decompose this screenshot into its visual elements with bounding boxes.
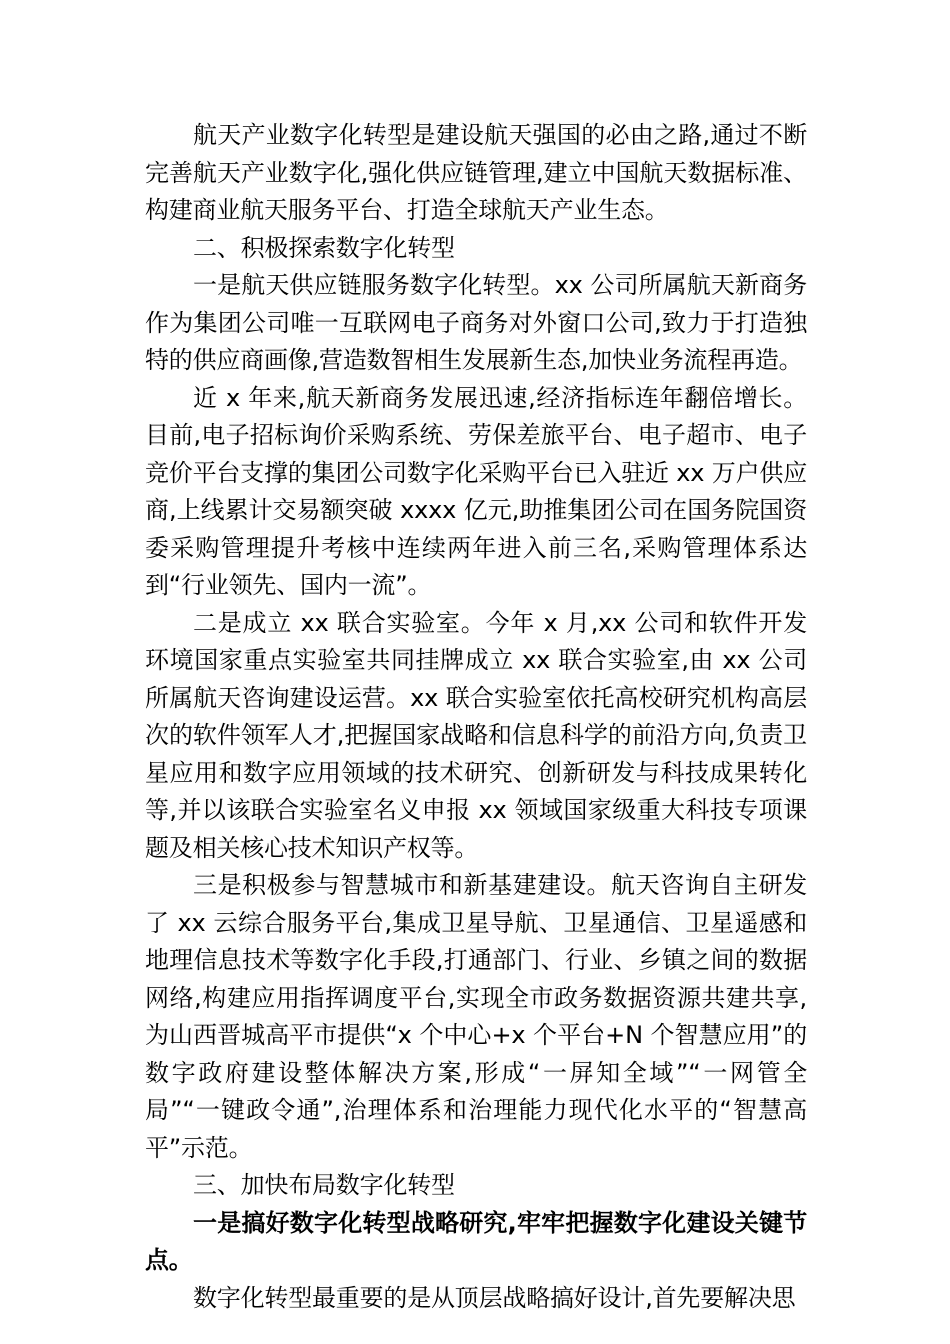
strategy-paragraph: 数字化转型最重要的是从顶层战略搞好设计,首先要解决思 [193,1283,796,1312]
document-page [145,117,807,1317]
intro-paragraph: 航天产业数字化转型是建设航天强国的必由之路,通过不断完善航天产业数字化,强化供应链管理,建立中国航天数据标准、构建商业航天服务平台、打造全球航天产业生态。 [145,121,807,224]
supply-chain-paragraph: 一是航天供应链服务数字化转型。xx 公司所属航天新商务作为集团公司唯一互联网电子商务对外窗口公司,致力于打造独特的供应商画像,营造数智相生发展新生态,加快业务流程再造。 [145,271,807,374]
section-heading-3: 三、加快布局数字化转型 [193,1171,455,1199]
strategy-subheading: 一是搞好数字化转型战略研究,牢牢把握数字化建设关键节点。 [145,1208,807,1274]
growth-paragraph: 近 x 年来,航天新商务发展迅速,经济指标连年翻倍增长。目前,电子招标询价采购系统、劳保差旅平台、电子超市、电子竞价平台支撑的集团公司数字化采购平台已入驻近 xx 万户供应商,上线累计交易额突破 xxxx 亿元,助推集团公司在国务院国资委采购管理提升考核中连续两年进入前三名,采购管理体系达到“行业领先、国内一流”。 [145,383,807,599]
smart-city-paragraph: 三是积极参与智慧城市和新基建建设。航天咨询自主研发了 xx 云综合服务平台,集成卫星导航、卫星通信、卫星遥感和地理信息技术等数字化手段,打通部门、行业、乡镇之间的数据网络,构建应用指挥调度平台,实现全市政务数据资源共建共享,为山西晋城高平市提供“x 个中心+x 个平台+N 个智慧应用”的数字政府建设整体解决方案,形成“一屏知全域”“一网管全局”“一键政令通”,治理体系和治理能力现代化水平的“智慧高平”示范。 [145,871,807,1162]
section-heading-2: 二、积极探索数字化转型 [193,233,455,262]
joint-lab-paragraph: 二是成立 xx 联合实验室。今年 x 月,xx 公司和软件开发环境国家重点实验室共同挂牌成立 xx 联合实验室,由 xx 公司所属航天咨询建设运营。xx 联合实验室依托高校研究机构高层次的软件领军人才,把握国家战略和信息科学的前沿方向,负责卫星应用和数字应用领域的技术研究、创新研发与科技成果转化等,并以该联合实验室名义申报 xx 领域国家级重大科技专项课题及相关核心技术知识产权等。 [145,608,807,862]
